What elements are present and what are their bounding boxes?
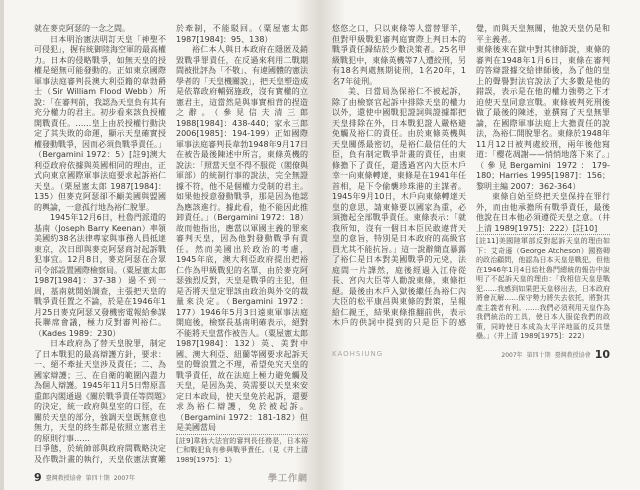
page-footer xyxy=(34,471,308,484)
paragraph: 東條後來在獄中對其律師說，東條的審判在1948年1月6日，東條在審判的答辯證據交給律師後，為了他的皇上的聲譽對法官說法了大多數是他的錯誤，表示是在他的權力強勢之下才迫使天皇同意宣戰。東條被判死刑後做了最後的陳述，並撰寫了天皇無罪論，在國際軍事法庭上大擔責任的說法，為裕仁開脫罪名。東條於1948年11月12日被判處絞刑，兩年後他寫道：「櫻花凋謝——悄悄地落下來了。」（參見Bergamini 1972：179-180；Harries 1995[1987]：156；黎明主編 2007：362-364） xyxy=(476,45,610,191)
watermark-subtext: KAOHSIUNG xyxy=(332,350,384,358)
journal-name: 臺灣教授協會 xyxy=(554,351,591,359)
footnote: [註11]美國陸軍部反對起訴天皇的理由如下：艾奇遜（George Atcheson）國務卿的政治顧問，他認為日本天皇是戰犯，但他在1946年1月4日給杜魯門總統的報告中說明了不起訴天皇的理由：「我相信天皇是戰犯……我感到如果把天皇移出去，日本政府將會瓦解……保守勢力將失去依托，將對共產主義者有利。……我們必須利用天皇作為我們統治的工具，使日本人服從我們的政策，同時使日本成為太平洋地區的反共堡壘。」（井上清 1989[1975]：222） xyxy=(476,234,610,342)
issue-date: 2007年 xyxy=(113,475,135,482)
right-page-text xyxy=(332,24,610,342)
watermark-text: 學工作網 xyxy=(267,474,308,484)
page-footer xyxy=(332,348,610,361)
issue-number: 第四十期 xyxy=(526,351,551,359)
paragraph: 就在麥克阿瑟的一念之間。 xyxy=(34,24,130,33)
page-number: 9 xyxy=(34,471,42,484)
paragraph: 東條自始至終把天皇保持在罪行外，而由他承擔所有戰爭責任，最後他說在日本他必須遵從天皇之意。（井上清 1989[1975]：222）[註10] xyxy=(476,192,610,233)
footnote: [註9]韋勃大法官的審判長任務是，日本裕仁和戰犯負有參與戰爭責任。（見《井上清 1989[1975]：1》 xyxy=(176,434,308,466)
paragraph: 日本政府為了替天皇脫罪，制定了日本戰犯的最高辯護方針，要求：一、絕不牽扯天皇涉及責任；二、為國家辯護；三、在自衛的範圍內盡力為個人辯護。1945年11月5日幣原喜重郎內閣通過《關於戰爭責任等問題》的決定，統一政府與皇室的口徑，在關於天皇的部分，強調天皇既無意也無力，天皇的終生都是依照立憲君主的原則行事…… xyxy=(34,339,166,443)
journal-name: 臺灣教授協會 xyxy=(45,475,82,482)
right-page xyxy=(320,0,640,490)
paragraph: 悠悠之口，只以東條等人當替罪羊，但對甲級戰犯審判庭實際上判日本的戰爭責任歸結於少數決策者。25名甲級戰犯中，東條英機等7人遭絞刑，另有18名判處無期徒刑，1名20年，1名7年徒刑。 xyxy=(332,24,466,86)
page-number: 10 xyxy=(594,347,610,361)
paragraph: 日爭態，於統帥部與政府間戰略決定及作戰計畫的執行，天皇依憲法實難於牽制，不能駁回。（粟屋憲太郎 1987[1984]：95、138） xyxy=(34,24,308,464)
issue-number: 第四十期 xyxy=(85,475,110,482)
paragraph: 1945年12月6日，杜魯門派遣的基南（Joseph Barry Keenan）率領美國約38名法律專家與事務人員抵達東京，次日即與麥克阿瑟商討起訴戰犯事宜。12月8日，麥克阿瑟在合眾司令部設置國際檢察局。（粟屋憲太郎 1987[1984]：37-38）過不到一周，基南就開始調查，主張把天皇的戰爭責任置之不論，於是在1946年1月25日麥克阿瑟又發機密電報給參謀長聯席會議，極力反對審判裕仁。（Kades 1989：230） xyxy=(34,213,166,338)
issue-date: 2007年 xyxy=(501,351,523,359)
paragraph: 裕仁本人與日本政府在隱匿及銷毀戰爭罪責任，在反過來利用二戰期間被批評為「不敬」、有違國體的憲法學者的「天皇機關說」，把天皇塑造成是依靠政府輔弼施政，沒有實權的立憲君主，這當然是與事實相背的捏造之辭。（參見信夫清三郎 1988[1984]：438-440；家永三郎2006[1985]：194-199）正如國際軍事法庭審判長韋勃1948年9月17日在被告最後陳述中所言，東條英機的說法：「照當天皇不得不服從（閣僚與軍部）的統制行事的說法，完全無證據不符，他不是個權力受制的君主。如果他授意發動戰爭，那是因為他認為應該進行。據此看，他不能因此推卸責任。」（Bergamini 1972：18）故而他指出，應當以軍國主義的罪來審判天皇，因為他對發動戰爭有責任。然而美國出於政治的考慮，1945年底，澳大利亞政府提出把裕仁作為甲級戰犯的名單，由於麥克阿瑟強烈反對，天皇是戰爭的主犯，但是否將天皇定罪該由政治與外交的裁量來決定。（Bergamini 1972：177）1946年5月3日遠東軍事法庭開庭後，檢察長基南明確表示，絕對不能將天皇當作被告人。（粟屋憲太郎 1987[1984]：132）英、美對中國、澳大利亞、紐蘭等國要求起訴天皇的聲浪置之不理，希望免究天皇的戰爭責任，故在法庭上極力避免觸及天皇，是因為美、英需要以天皇來安定日本政局，使天皇免於起訴，還要求為裕仁辯護，免於被起訴。（Bergamini 1972：181-182）但是美國當局 xyxy=(176,45,308,432)
left-page-text xyxy=(34,24,308,465)
paragraph: 日本明治憲法明訂天皇「神聖不可侵犯」，握有統御陸海空軍的最高權力。日本的侵略戰爭，如無天皇的授權是絕無可能發動的。正如東京國際軍事法庭審判長澳大利亞籍的韋勃爵士（Sir William Flood Webb）所說：「在審判前，我認為天皇負有其有充分權力的君主。初步看來該負授權開戰責任。……皇上由於授權行動決定了其失敗的命運，顯示天皇確實授權發動戰爭，因而必須負戰爭責任。」（Bergamini 1972：5）[註9]澳大利亞政府依據與英國相同的理由，正式向東京國際軍事法庭要求起訴裕仁天皇。（栗屋憲太郎 1987[1984]：135）但麥克阿瑟卻不顧美國與盟國的輿論，一意孤行地為裕仁脫罪。 xyxy=(34,34,166,212)
paragraph: 美、日當局為保裕仁不被起訴，除了由檢察官起訴中排除天皇的權力以外，還使中國戰犯證詞與證據都把天皇排除在外，日本戰犯證人嚴格避免觸及裕仁的責任。由於東條英機與天皇關係最密切，是裕仁最信任的大臣，負有制定戰爭計畫的責任，由東條擔下了責任，還透過宮內大臣木戶幸一向東條轉達，東條是在1941年任首相，是下令偷襲珍珠港的主謀者。1945年9月10日，木戶向東條轉達天皇的意思，請東條要以國家為重，必須擔起全部戰爭責任。東條表示：「就我所知，沒有一個日本臣民敢違背天皇的意旨，特別是日本政府的高級官員尤其不能抗旨。」這一說辭簡直暴露了裕仁是日本對美國戰爭的元兇，法庭間一片譁然，庭後經過入江侍從長、宮內大臣等人勸說東條，東條拒絕。最後由木戶入獄後繼任為裕仁內大臣的松平康昌與東條的對策，呈報給仁親王，結果東條推翻前供，表示木戶的供詞中提到的只是臣下的感覺，而與天皇無關，他說天皇仍是和平主義者。 xyxy=(332,24,610,327)
